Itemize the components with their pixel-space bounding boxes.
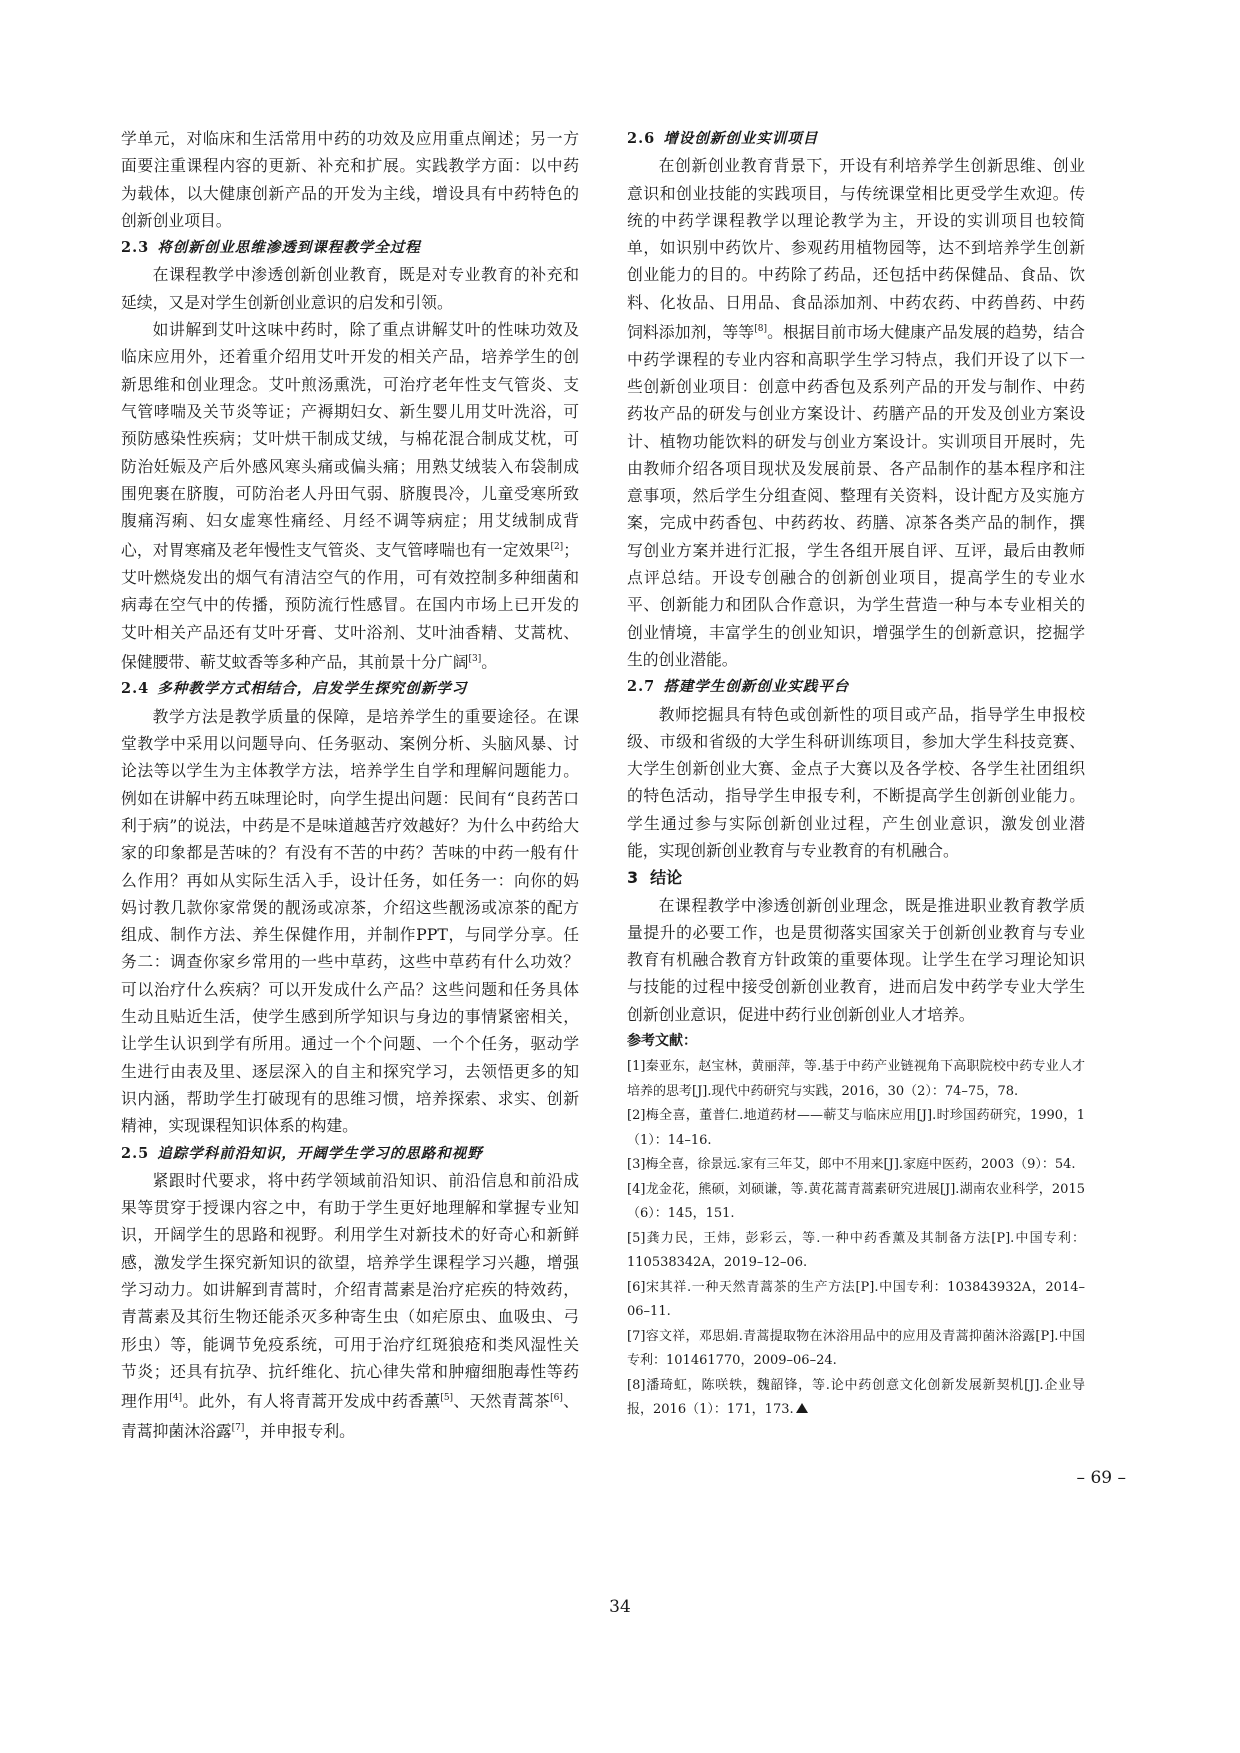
section-number: 2.3	[121, 239, 150, 257]
paragraph	[121, 1167, 579, 1445]
section-heading-2-6	[627, 125, 1085, 152]
reference-item: [4]龙金花，熊硕，刘硕谦，等.黄花蒿青蒿素研究进展[J].湖南农业科学，2015（6）：145，151.	[627, 1181, 1085, 1222]
section-heading-2-7	[627, 673, 1085, 700]
references-heading: 参考文献：	[627, 1033, 697, 1050]
paragraph: 教师挖掘具有特色或创新性的项目或产品，指导学生申报校级、市级和省级的大学生科研训练项目，参加大学生科技竞赛、大学生创新创业大赛、金点子大赛以及各学校、各学生社团组织的特色活动，指导学生申报专利，不断提高学生创新创业能力。学生通过参与实际创新创业过程，产生创业意识，激发创业潜能，实现创新创业教育与专业教育的有机融合。	[627, 704, 1085, 860]
citation: [3]	[468, 653, 482, 664]
section-number: 2.4	[121, 680, 150, 698]
right-column	[627, 125, 1085, 1423]
citation: [2]	[550, 542, 564, 553]
end-of-article-icon	[796, 1403, 808, 1413]
paragraph-text: 。	[481, 652, 498, 672]
paragraph-text: ，并申报专利。	[244, 1421, 355, 1441]
reference-item	[627, 1374, 1085, 1423]
paragraph-text: 如讲解到艾叶这味中药时，除了重点讲解艾叶的性味功效及临床应用外，还着重介绍用艾叶开发的相关产品，培养学生的创新思维和创业理念。艾叶煎汤熏洗，可治疗老年性支气管炎、支气管哮喘及关节炎等证；产褥期妇女、新生婴儿用艾叶洗浴，可预防感染性疾病；艾叶烘干制成艾绒，与棉花混合制成艾枕，可防治妊娠及产后外感风寒头痛或偏头痛；用熟艾绒装入布袋制成围兜裹在脐腹，可防治老人丹田气弱、脐腹畏冷，儿童受寒所致腹痛泻痢、妇女虚寒性痛经、月经不调等病症；用艾绒制成背心，对胃寒痛及老年慢性支气管炎、支气管哮喘也有一定效果	[121, 320, 579, 560]
section-number: 3	[627, 868, 639, 888]
paragraph-text: 紧跟时代要求，将中药学领域前沿知识、前沿信息和前沿成果等贯穿于授课内容之中，有助于学生更好地理解和掌握专业知识，开阔学生的思路和视野。利用学生对新技术的好奇心和新鲜感，激发学生探究新知识的欲望，培养学生课程学习兴趣，增强学习动力。如讲解到青蒿时，介绍青蒿素是治疗疟疾的特效药，青蒿素及其衍生物还能杀灭多种寄生虫（如疟原虫、血吸虫、弓形虫）等，能调节免疫系统，可用于治疗红斑狼疮和类风湿性关节炎；还具有抗孕、抗纤维化、抗心律失常和肿瘤细胞毒性等药理作用	[121, 1170, 579, 1411]
journal-page-number: – 69 –	[1076, 1468, 1126, 1488]
intro-paragraph: 学单元，对临床和生活常用中药的功效及应用重点阐述；另一方面要注重课程内容的更新、补充和扩展。实践教学方面：以中药为载体，以大健康创新产品的开发为主线，增设具有中药特色的创新创业项目。	[121, 129, 579, 230]
section-heading-3	[627, 864, 1085, 891]
page-number: 34	[609, 1597, 631, 1617]
section-number: 2.7	[627, 678, 656, 696]
citation: [5]	[440, 1393, 454, 1404]
reference-item: [2]梅全喜，董普仁.地道药材——蕲艾与临床应用[J].时珍国药研究，1990，1（1）：14–16.	[627, 1108, 1085, 1148]
reference-item: [6]宋其祥.一种天然青蒿茶的生产方法[P].中国专利：103843932A，2014–06–11.	[627, 1279, 1085, 1320]
section-heading-2-5	[121, 1140, 579, 1167]
citation: [7]	[231, 1422, 245, 1433]
paragraph-text: 。此外，有人将青蒿开发成中药香薰	[182, 1391, 441, 1411]
section-number: 2.5	[121, 1144, 150, 1162]
section-title: 增设创新创业实训项目	[663, 130, 819, 147]
paragraph-text: 、青蒿抑菌沐浴露	[121, 1391, 579, 1441]
paragraph: 在课程教学中渗透创新创业教育，既是对专业教育的补充和延续，又是对学生创新创业意识的启发和引领。	[121, 265, 579, 312]
section-title: 追踪学科前沿知识，开阔学生学习的思路和视野	[157, 1144, 483, 1162]
citation: [4]	[169, 1393, 183, 1404]
citation: [6]	[550, 1393, 563, 1404]
section-heading-2-4	[121, 675, 579, 702]
reference-text: [8]潘琦虹，陈咲轶，魏韶锋，等.论中药创意文化创新发展新契机[J].企业导报，2016（1）：171，173.	[627, 1377, 1085, 1418]
paragraph: 教学方法是教学质量的保障，是培养学生的重要途径。在课堂教学中采用以问题导向、任务驱动、案例分析、头脑风暴、讨论法等以学生为主体教学方法，培养学生自学和理解问题能力。例如在讲解中药五味理论时，向学生提出问题：民间有“良药苦口利于病”的说法，中药是不是味道越苦疗效越好？为什么中药给大家的印象都是苦味的？有没有不苦的中药？苦味的中药一般有什么作用？再如从实际生活入手，设计任务，如任务一：向你的妈妈讨教几款你家常煲的靓汤或凉茶，介绍这些靓汤或凉茶的配方组成、制作方法、养生保健作用，并制作PPT，与同学分享。任务二：调查你家乡常用的一些中草药，这些中草药有什么功效？可以治疗什么疾病？可以开发成什么产品？这些问题和任务具体生动且贴近生活，使学生感到所学知识与身边的事情紧密相关，让学生认识到学有所用。通过一个个问题、一个个任务，驱动学生进行由表及里、逐层深入的自主和探究学习，去领悟更多的知识内涵，帮助学生打破现有的思维习惯，培养探索、求实、创新精神，实现课程知识体系的构建。	[121, 706, 579, 1136]
paragraph-text: ；艾叶燃烧发出的烟气有清洁空气的作用，可有效控制多种细菌和病毒在空气中的传播，预防流行性感冒。在国内市场上已开发的艾叶相关产品还有艾叶牙膏、艾叶浴剂、艾叶油香精、艾蒿枕、保健腰带、蕲艾蚊香等多种产品，其前景十分广阔	[121, 540, 579, 672]
reference-item: [7]容文祥，邓思娟.青蒿提取物在沐浴用品中的应用及青蒿抑菌沐浴露[P].中国专利：101461770，2009–06–24.	[627, 1328, 1085, 1369]
paragraph-text: 在创新创业教育背景下，开设有利培养学生创新思维、创业意识和创业技能的实践项目，与传统课堂相比更受学生欢迎。传统的中药学课程教学以理论教学为主，开设的实训项目也较简单，如识别中药饮片、参观药用植物园等，达不到培养学生创新创业能力的目的。中药除了药品，还包括中药保健品、食品、饮料、化妆品、日用品、食品添加剂、中药农药、中药兽药、中药饲料添加剂，等等	[627, 156, 1085, 342]
section-heading-2-3	[121, 234, 579, 261]
reference-item: [5]龚力民，王炜，彭彩云，等.一种中药香薰及其制备方法[P].中国专利：110538342A，2019–12–06.	[627, 1230, 1085, 1271]
paragraph	[627, 152, 1085, 673]
paragraph-text: 。根据目前市场大健康产品发展的趋势，结合中药学课程的专业内容和高职学生学习特点，我们开设了以下一些创新创业项目：创意中药香包及系列产品的开发与制作、中药药妆产品的研发与创业方案设计、药膳产品的开发及创业方案设计、植物功能饮料的研发与创业方案设计。实训项目开展时，先由教师介绍各项目现状及发展前景、各产品制作的基本程序和注意事项，然后学生分组查阅、整理有关资料，设计配方及实施方案，完成中药香包、中药药妆、药膳、凉茶各类产品的制作，撰写创业方案并进行汇报，学生各组开展自评、互评，最后由教师点评总结。开设专创融合的创新创业项目，提高学生的专业水平、创新能力和团队合作意识，为学生营造一种与本专业相关的创业情境，丰富学生的创业知识，增强学生的创新意识，挖掘学生的创业潜能。	[627, 322, 1085, 669]
citation: [8]	[754, 324, 767, 335]
section-title: 将创新创业思维渗透到课程教学全过程	[157, 239, 421, 257]
paragraph-text: 、天然青蒿茶	[453, 1391, 551, 1411]
reference-item: [1]秦亚东，赵宝林，黄丽萍，等.基于中药产业链视角下高职院校中药专业人才培养的思考[J].现代中药研究与实践，2016，30（2）：74–75，78.	[627, 1059, 1085, 1099]
section-number: 2.6	[627, 130, 656, 147]
reference-item: [3]梅全喜，徐景远.家有三年艾，郎中不用来[J].家庭中医药，2003（9）：54.	[627, 1157, 1076, 1173]
section-title: 多种教学方式相结合，启发学生探究创新学习	[157, 680, 468, 698]
section-title: 搭建学生创新创业实践平台	[663, 678, 850, 696]
paragraph: 在课程教学中渗透创新创业理念，既是推进职业教育教学质量提升的必要工作，也是贯彻落实国家关于创新创业教育与专业教育有机融合教育方针政策的重要体现。让学生在学习理论知识与技能的过程中接受创新创业教育，进而启发中药学专业大学生创新创业意识，促进中药行业创新创业人才培养。	[627, 895, 1085, 1024]
paragraph	[121, 316, 579, 675]
reference-list	[627, 1055, 1085, 1423]
section-title: 结论	[650, 868, 683, 888]
left-column	[121, 125, 579, 1444]
